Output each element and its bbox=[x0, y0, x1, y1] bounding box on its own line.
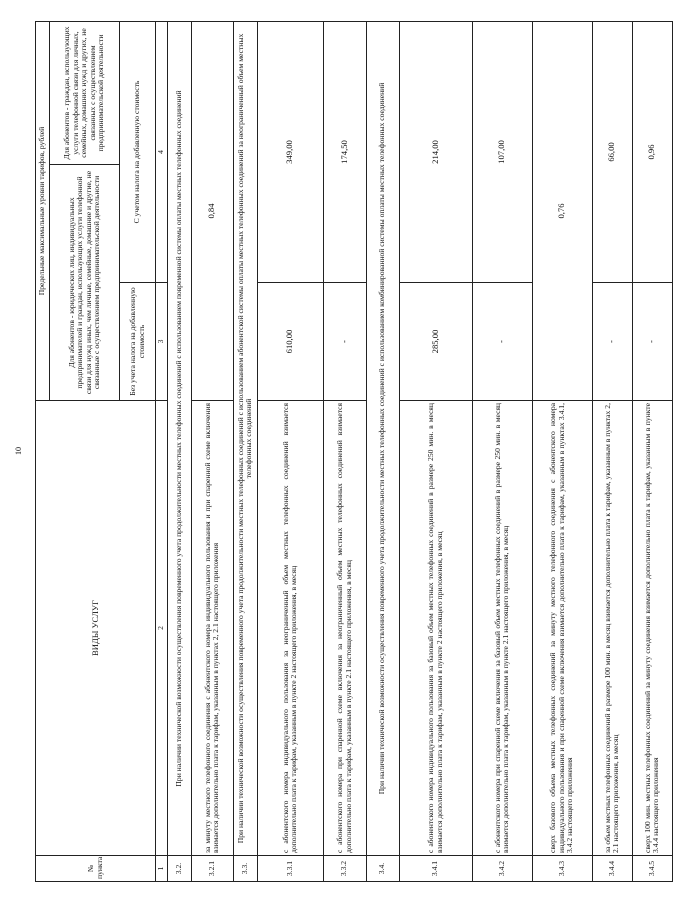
row-num: 3.4. bbox=[366, 856, 399, 882]
tariff-value-without-vat: - bbox=[472, 283, 532, 401]
row-num: 3.4.4 bbox=[592, 856, 632, 882]
service-description: сверх 100 мин. местных телефонных соединений за минуту соединения взимается дополнительно плата к тарифам, указанным в пункте 3.4.4 настоящего приложения bbox=[632, 401, 672, 856]
section-heading: При наличии технической возможности осуществления повременного учета продолжительности местных телефонных соединений с использованием абонентской системы оплаты местных телефонных соединений за неограниченный объем местных телефонных соединений bbox=[233, 21, 257, 855]
row-num: 3.3. bbox=[233, 856, 257, 882]
tariff-value-with-vat: 66,00 bbox=[592, 21, 632, 282]
col-number-1: 1 bbox=[156, 856, 168, 882]
tariff-value: 0,84 bbox=[191, 21, 233, 400]
tariff-table bbox=[35, 21, 673, 882]
row-num: 3.4.1 bbox=[399, 856, 472, 882]
service-description: с абонентского номера при спаренной схеме включения за базовый объем местных телефонных соединений в размере 250 мин. в месяц взимается дополнительно плата к тарифам, указанным в пункте 2.1 настоящего приложения, в месяц bbox=[472, 401, 532, 856]
rotated-content bbox=[35, 22, 660, 882]
tariff-value-with-vat: 0,96 bbox=[632, 21, 672, 282]
row-num: 3.3.1 bbox=[257, 856, 323, 882]
tariff-value-without-vat: 610,00 bbox=[257, 283, 323, 401]
tariff-value-with-vat: 214,00 bbox=[399, 21, 472, 282]
row-num: 3.3.2 bbox=[323, 856, 366, 882]
tariff-value-without-vat: 285,00 bbox=[399, 283, 472, 401]
header-with-vat: С учетом налога на добавленную стоимость bbox=[120, 21, 156, 282]
page-number: 10 bbox=[14, 447, 23, 455]
tariff-value-with-vat: 174,50 bbox=[323, 21, 366, 282]
service-description: с абонентского номера при спаренной схеме включения за неограниченный объем местных телефонных соединений взимается дополнительно плата к тарифам, указанным в пункте 2.1 настоящего приложения, в месяц bbox=[323, 401, 366, 856]
header-tariff-levels: Предельные максимальные уровни тарифов, рублей bbox=[36, 21, 50, 400]
header-without-vat: Без учета налога на добавленную стоимость bbox=[120, 283, 156, 401]
service-description: за объем местных телефонных соединений в размере 100 мин. в месяц взимается дополнительно плата к тарифам, указанным в пунктах 2, 2.1 настоящего приложения, в месяц bbox=[592, 401, 632, 856]
header-num: № пункта bbox=[36, 856, 156, 882]
service-description: сверх базового объема местных телефонных соединений за минуту местного телефонного соединения с абонентского номера индивидуального пользования и при спаренной схеме включения взимается дополнительно плата к тарифам, указанным в пунктах 3.4.1, 3.4.2 настоящего приложения bbox=[532, 401, 592, 856]
service-description: с абонентского номера индивидуального пользования за базовый объем местных телефонных соединений в размере 250 мин. в месяц взимается дополнительно плата к тарифам, указанным в пункте 2 настоящего приложения, в месяц bbox=[399, 401, 472, 856]
row-num: 3.2.1 bbox=[191, 856, 233, 882]
tariff-value-without-vat: - bbox=[632, 283, 672, 401]
row-num: 3.4.2 bbox=[472, 856, 532, 882]
service-description: за минуту местного телефонного соединения с абонентского номера индивидуального пользования и при спаренной схеме включения взимается дополнительно плата к тарифам, указанным в пунктах 2, 2.1 настоящего приложения bbox=[191, 401, 233, 856]
tariff-value-with-vat: 107,00 bbox=[472, 21, 532, 282]
tariff-value-with-vat: 349,00 bbox=[257, 21, 323, 282]
header-legal-entities: Для абонентов - юридических лиц, индивидуальных предпринимателей и граждан, использующих услуги телефонной связи для нужд иных, чем личные, семейные, домашние и другие, не связанные с осуществлением предпринимательской деятельности bbox=[50, 165, 120, 401]
header-citizens: Для абонентов - граждан, использующих услуги телефонной связи для личных, семейных, домашних нужд и других, не связанных с осуществлением предпринимательской деятельности bbox=[50, 21, 120, 164]
row-num: 3.4.5 bbox=[632, 856, 672, 882]
tariff-value-without-vat: - bbox=[592, 283, 632, 401]
tariff-value-without-vat: - bbox=[323, 283, 366, 401]
header-services: ВИДЫ УСЛУГ bbox=[36, 401, 156, 856]
section-heading: При наличии технической возможности осуществления повременного учета продолжительности местных телефонных соединений с использованием повременной системы оплаты местных телефонных соединений bbox=[167, 21, 191, 855]
service-description: с абонентского номера индивидуального пользования за неограниченный объем местных телефонных соединений взимается дополнительно плата к тарифам, указанным в пункте 2 настоящего приложения, в месяц bbox=[257, 401, 323, 856]
section-heading: При наличии технической возможности осуществления повременного учета продолжительности местных телефонных соединений с использованием комбинированной системы оплаты местных телефонных соединений bbox=[366, 21, 399, 855]
row-num: 3.2. bbox=[167, 856, 191, 882]
col-number-3: 3 bbox=[156, 283, 168, 401]
col-number-2: 2 bbox=[156, 401, 168, 856]
col-number-4: 4 bbox=[156, 21, 168, 282]
tariff-value: 0,76 bbox=[532, 21, 592, 400]
row-num: 3.4.3 bbox=[532, 856, 592, 882]
